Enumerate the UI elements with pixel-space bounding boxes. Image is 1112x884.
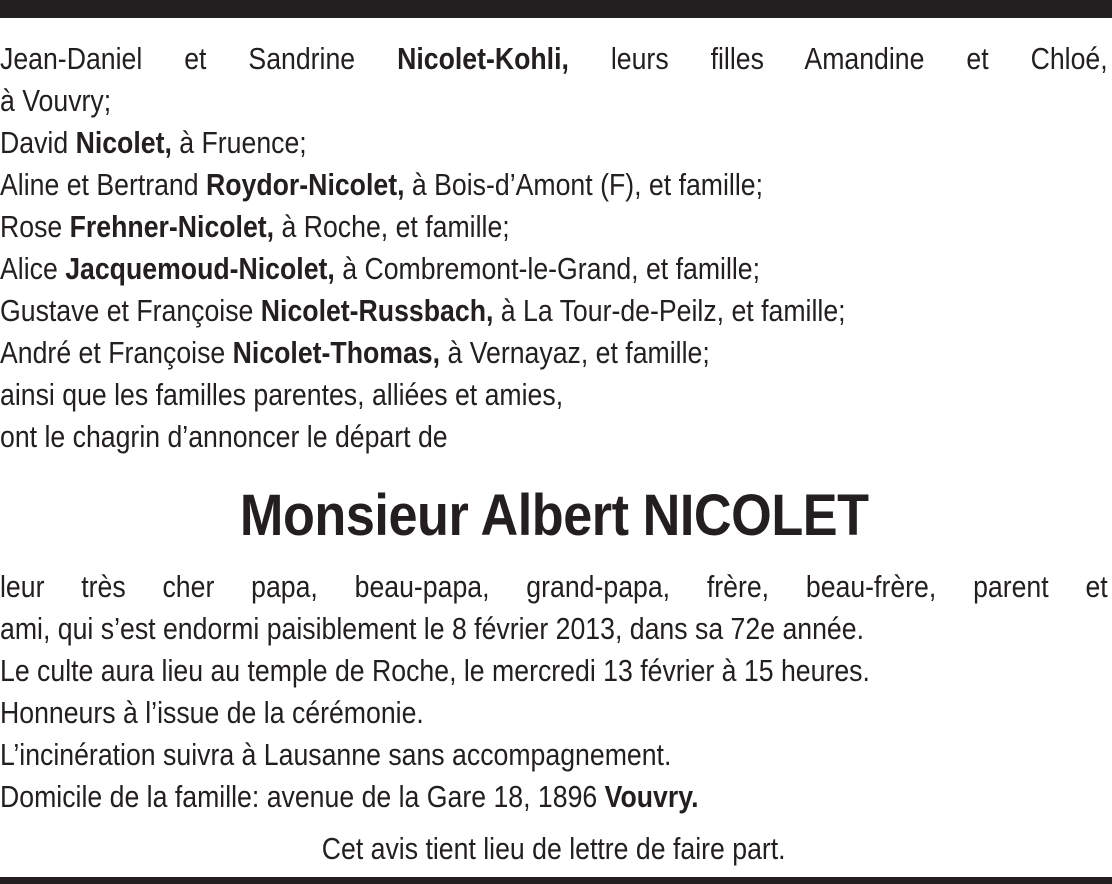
family-line: ainsi que les familles parentes, alliées et amies,: [0, 377, 564, 412]
family-line: David Nicolet, à Fruence;: [0, 125, 307, 160]
family-line: ont le chagrin d’annoncer le départ de: [0, 419, 448, 454]
details-line: Honneurs à l’issue de la cérémonie.: [0, 695, 424, 730]
family-line: Jean-Daniel et Sandrine Nicolet-Kohli, leurs filles Amandine et Chloé,: [0, 41, 1108, 76]
family-line: à Vouvry;: [0, 83, 112, 118]
footer-note: Cet avis tient lieu de lettre de faire part.: [322, 831, 786, 866]
family-line: Alice Jacquemoud-Nicolet, à Combremont-le-Grand, et famille;: [0, 251, 761, 286]
deceased-name-heading: Monsieur Albert NICOLET: [239, 483, 869, 548]
bottom-rule: [0, 877, 1112, 884]
top-rule: [0, 0, 1112, 18]
family-line: Aline et Bertrand Roydor-Nicolet, à Bois-d’Amont (F), et famille;: [0, 167, 764, 202]
family-line: André et Françoise Nicolet-Thomas, à Vernayaz, et famille;: [0, 335, 710, 370]
details-line: L’incinération suivra à Lausanne sans accompagnement.: [0, 737, 672, 772]
details-line: leur très cher papa, beau-papa, grand-papa, frère, beau-frère, parent et: [0, 569, 1108, 604]
family-line: Gustave et Françoise Nicolet-Russbach, à La Tour-de-Peilz, et famille;: [0, 293, 846, 328]
details-line: Domicile de la famille: avenue de la Gare 18, 1896 Vouvry.: [0, 779, 699, 814]
details-line: ami, qui s’est endormi paisiblement le 8 février 2013, dans sa 72e année.: [0, 611, 864, 646]
obituary-notice: [0, 38, 1108, 870]
details-line: Le culte aura lieu au temple de Roche, le mercredi 13 février à 15 heures.: [0, 653, 870, 688]
family-line: Rose Frehner-Nicolet, à Roche, et famille;: [0, 209, 510, 244]
